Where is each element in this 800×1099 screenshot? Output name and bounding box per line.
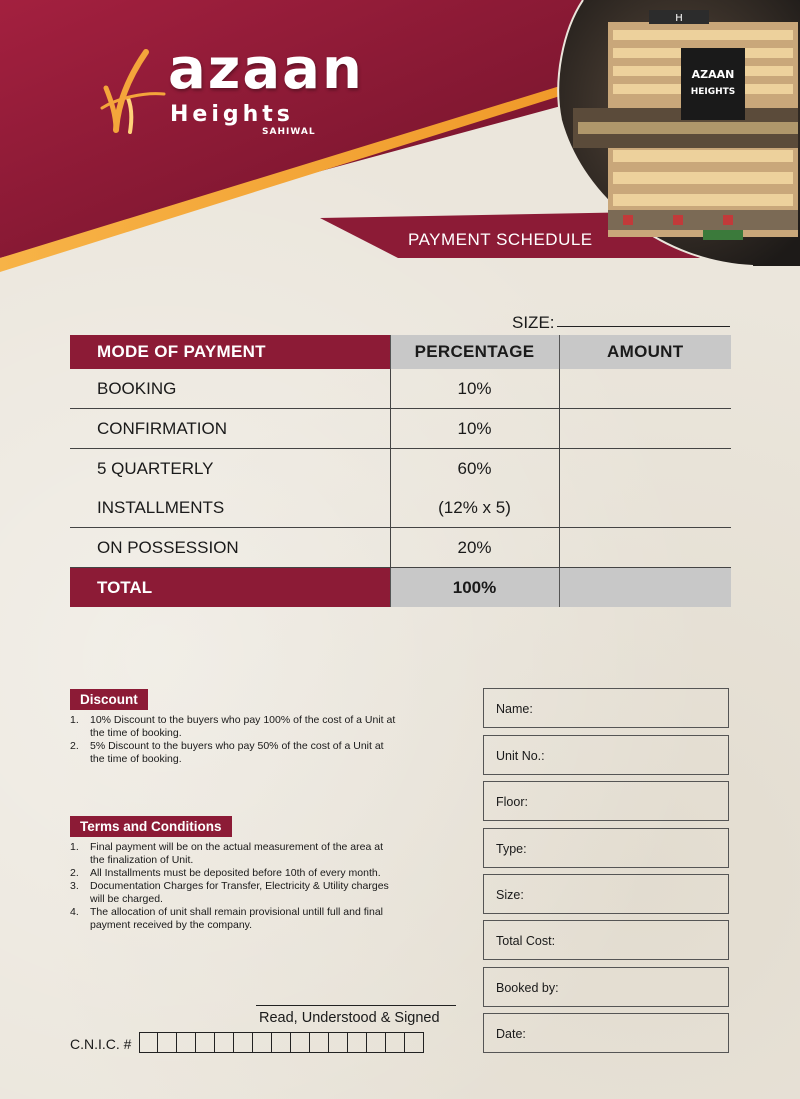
list-item <box>70 714 400 740</box>
total-percentage: 100% <box>390 568 559 608</box>
row-amount-cell[interactable] <box>559 369 731 409</box>
list-number: 4. <box>70 906 79 918</box>
table-row <box>70 369 731 409</box>
cnic-digit-box[interactable] <box>234 1032 253 1053</box>
table-row <box>70 449 731 489</box>
cnic-digit-box[interactable] <box>272 1032 291 1053</box>
row-percentage: 60% <box>390 449 559 489</box>
brand-logo-icon <box>98 48 168 138</box>
list-text: Documentation Charges for Transfer, Electricity & Utility charges will be charged. <box>90 880 389 905</box>
header-amount: AMOUNT <box>559 335 731 369</box>
list-item <box>70 880 400 906</box>
row-amount-cell[interactable] <box>559 528 731 568</box>
svg-text:H: H <box>675 13 683 24</box>
size-label: SIZE: <box>512 313 555 332</box>
row-mode: BOOKING <box>70 369 390 409</box>
list-item <box>70 740 400 766</box>
list-number: 1. <box>70 714 79 726</box>
list-text: 5% Discount to the buyers who pay 50% of the cost of a Unit at the time of booking. <box>90 740 384 765</box>
list-number: 1. <box>70 841 79 853</box>
row-percentage: 10% <box>390 409 559 449</box>
table-row <box>70 409 731 449</box>
row-percentage: (12% x 5) <box>390 488 559 528</box>
list-text: Final payment will be on the actual measurement of the area at the finalization of Unit. <box>90 841 383 866</box>
total-cost-field[interactable]: Total Cost: <box>483 920 729 960</box>
unit-no-field[interactable]: Unit No.: <box>483 735 729 775</box>
type-field[interactable]: Type: <box>483 828 729 868</box>
cnic-digit-box[interactable] <box>158 1032 177 1053</box>
cnic-digit-box[interactable] <box>405 1032 424 1053</box>
brand-city: SAHIWAL <box>262 127 316 137</box>
row-amount-cell[interactable] <box>559 488 731 528</box>
total-label: TOTAL <box>70 568 390 608</box>
terms-list <box>70 841 400 932</box>
list-item <box>70 841 400 867</box>
row-mode: INSTALLMENTS <box>70 488 390 528</box>
list-item <box>70 867 400 880</box>
terms-heading: Terms and Conditions <box>70 816 232 837</box>
discount-heading: Discount <box>70 689 148 710</box>
table-header-row <box>70 335 731 369</box>
signature-line[interactable] <box>256 1005 456 1006</box>
floor-field[interactable]: Floor: <box>483 781 729 821</box>
brand-name: azaan <box>168 37 364 102</box>
building-sign-line2: HEIGHTS <box>690 87 736 97</box>
header-percentage: PERCENTAGE <box>390 335 559 369</box>
building-sign-line1: AZAAN <box>691 68 735 81</box>
size-input-line[interactable] <box>557 326 730 327</box>
cnic-digit-box[interactable] <box>291 1032 310 1053</box>
table-row <box>70 488 731 528</box>
table-total-row <box>70 568 731 608</box>
list-text: 10% Discount to the buyers who pay 100% of the cost of a Unit at the time of booking. <box>90 714 396 739</box>
cnic-digit-box[interactable] <box>139 1032 158 1053</box>
cnic-digit-box[interactable] <box>196 1032 215 1053</box>
cnic-input-boxes[interactable] <box>139 1032 424 1053</box>
cnic-digit-box[interactable] <box>348 1032 367 1053</box>
building-render-image <box>553 0 800 266</box>
name-field[interactable]: Name: <box>483 688 729 728</box>
cnic-digit-box[interactable] <box>329 1032 348 1053</box>
row-amount-cell[interactable] <box>559 449 731 489</box>
row-percentage: 10% <box>390 369 559 409</box>
cnic-label: C.N.I.C. # <box>70 1036 132 1052</box>
cnic-digit-box[interactable] <box>386 1032 405 1053</box>
cnic-digit-box[interactable] <box>215 1032 234 1053</box>
total-amount-cell[interactable] <box>559 568 731 608</box>
payment-schedule-table <box>70 335 731 607</box>
row-amount-cell[interactable] <box>559 409 731 449</box>
row-mode: CONFIRMATION <box>70 409 390 449</box>
brand-subtitle: Heights <box>170 102 294 127</box>
cnic-digit-box[interactable] <box>177 1032 196 1053</box>
header-mode-of-payment: MODE OF PAYMENT <box>70 335 390 369</box>
booked-by-field[interactable]: Booked by: <box>483 967 729 1007</box>
date-field[interactable]: Date: <box>483 1013 729 1053</box>
row-mode: 5 QUARTERLY <box>97 458 214 478</box>
cnic-digit-box[interactable] <box>367 1032 386 1053</box>
list-text: All Installments must be deposited before 10th of every month. <box>90 867 381 879</box>
cnic-digit-box[interactable] <box>253 1032 272 1053</box>
table-row <box>70 528 731 568</box>
row-mode: ON POSSESSION <box>70 528 390 568</box>
list-item <box>70 906 400 932</box>
size-field[interactable]: Size: <box>483 874 729 914</box>
list-number: 2. <box>70 740 79 752</box>
discount-list <box>70 714 400 766</box>
payment-schedule-title: PAYMENT SCHEDULE <box>408 230 593 249</box>
cnic-digit-box[interactable] <box>310 1032 329 1053</box>
list-text: The allocation of unit shall remain provisional untill full and final payment received by the company. <box>90 906 383 931</box>
list-number: 2. <box>70 867 79 879</box>
row-percentage: 20% <box>390 528 559 568</box>
list-number: 3. <box>70 880 79 892</box>
signature-label: Read, Understood & Signed <box>259 1010 440 1026</box>
